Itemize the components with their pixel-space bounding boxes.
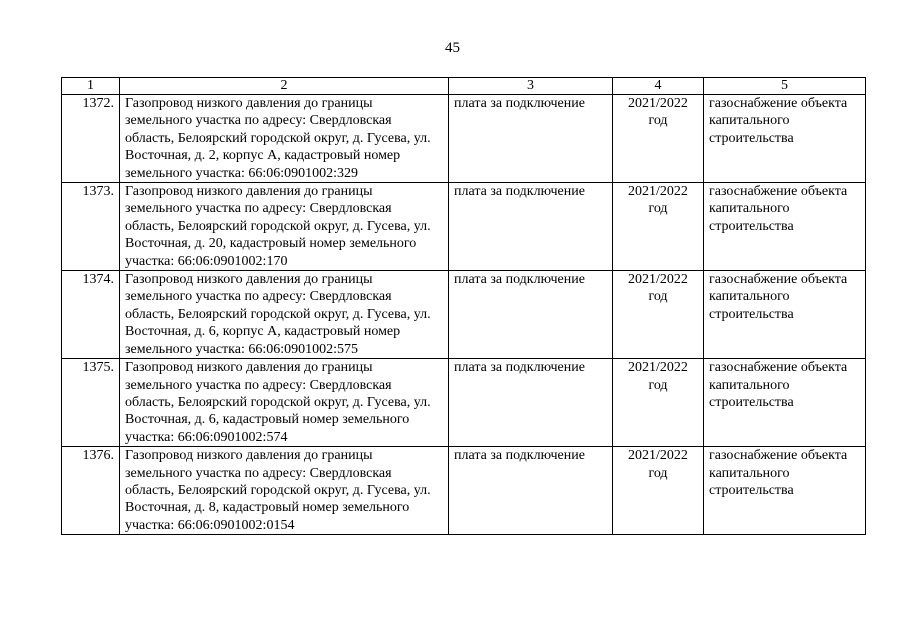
purpose: газоснабжение объекта капитального строительства xyxy=(704,95,866,183)
object-description: Газопровод низкого давления до границы земельного участка по адресу: Свердловская область, Белоярский городской округ, д. Гусева, ул. Восточная, д. 20, кадастровый номер земельного участка: 66:06:0901002:170 xyxy=(120,183,449,271)
data-table xyxy=(61,77,866,535)
period: 2021/2022 год xyxy=(613,447,704,535)
column-header-5: 5 xyxy=(704,78,866,95)
period: 2021/2022 год xyxy=(613,359,704,447)
purpose: газоснабжение объекта капитального строительства xyxy=(704,447,866,535)
funding-source: плата за подключение xyxy=(449,447,613,535)
object-description: Газопровод низкого давления до границы земельного участка по адресу: Свердловская область, Белоярский городской округ, д. Гусева, ул. Восточная, д. 8, кадастровый номер земельного участка: 66:06:0901002:0154 xyxy=(120,447,449,535)
column-header-2: 2 xyxy=(120,78,449,95)
object-description: Газопровод низкого давления до границы земельного участка по адресу: Свердловская область, Белоярский городской округ, д. Гусева, ул. Восточная, д. 6, кадастровый номер земельного участка: 66:06:0901002:574 xyxy=(120,359,449,447)
row-number: 1375. xyxy=(62,359,120,447)
object-description: Газопровод низкого давления до границы земельного участка по адресу: Свердловская область, Белоярский городской округ, д. Гусева, ул. Восточная, д. 2, корпус А, кадастровый номер земельного участка: 66:06:0901002:329 xyxy=(120,95,449,183)
purpose: газоснабжение объекта капитального строительства xyxy=(704,271,866,359)
funding-source: плата за подключение xyxy=(449,359,613,447)
row-number: 1374. xyxy=(62,271,120,359)
table-row xyxy=(62,359,866,447)
table-row xyxy=(62,183,866,271)
column-header-4: 4 xyxy=(613,78,704,95)
purpose: газоснабжение объекта капитального строительства xyxy=(704,183,866,271)
funding-source: плата за подключение xyxy=(449,95,613,183)
table-row xyxy=(62,271,866,359)
period: 2021/2022 год xyxy=(613,271,704,359)
page-number: 45 xyxy=(445,40,460,56)
period: 2021/2022 год xyxy=(613,95,704,183)
funding-source: плата за подключение xyxy=(449,271,613,359)
column-header-1: 1 xyxy=(62,78,120,95)
table-header-row xyxy=(62,78,866,95)
column-header-3: 3 xyxy=(449,78,613,95)
table-row xyxy=(62,95,866,183)
row-number: 1373. xyxy=(62,183,120,271)
table-row xyxy=(62,447,866,535)
row-number: 1372. xyxy=(62,95,120,183)
purpose: газоснабжение объекта капитального строительства xyxy=(704,359,866,447)
funding-source: плата за подключение xyxy=(449,183,613,271)
object-description: Газопровод низкого давления до границы земельного участка по адресу: Свердловская область, Белоярский городской округ, д. Гусева, ул. Восточная, д. 6, корпус А, кадастровый номер земельного участка: 66:06:0901002:575 xyxy=(120,271,449,359)
period: 2021/2022 год xyxy=(613,183,704,271)
row-number: 1376. xyxy=(62,447,120,535)
